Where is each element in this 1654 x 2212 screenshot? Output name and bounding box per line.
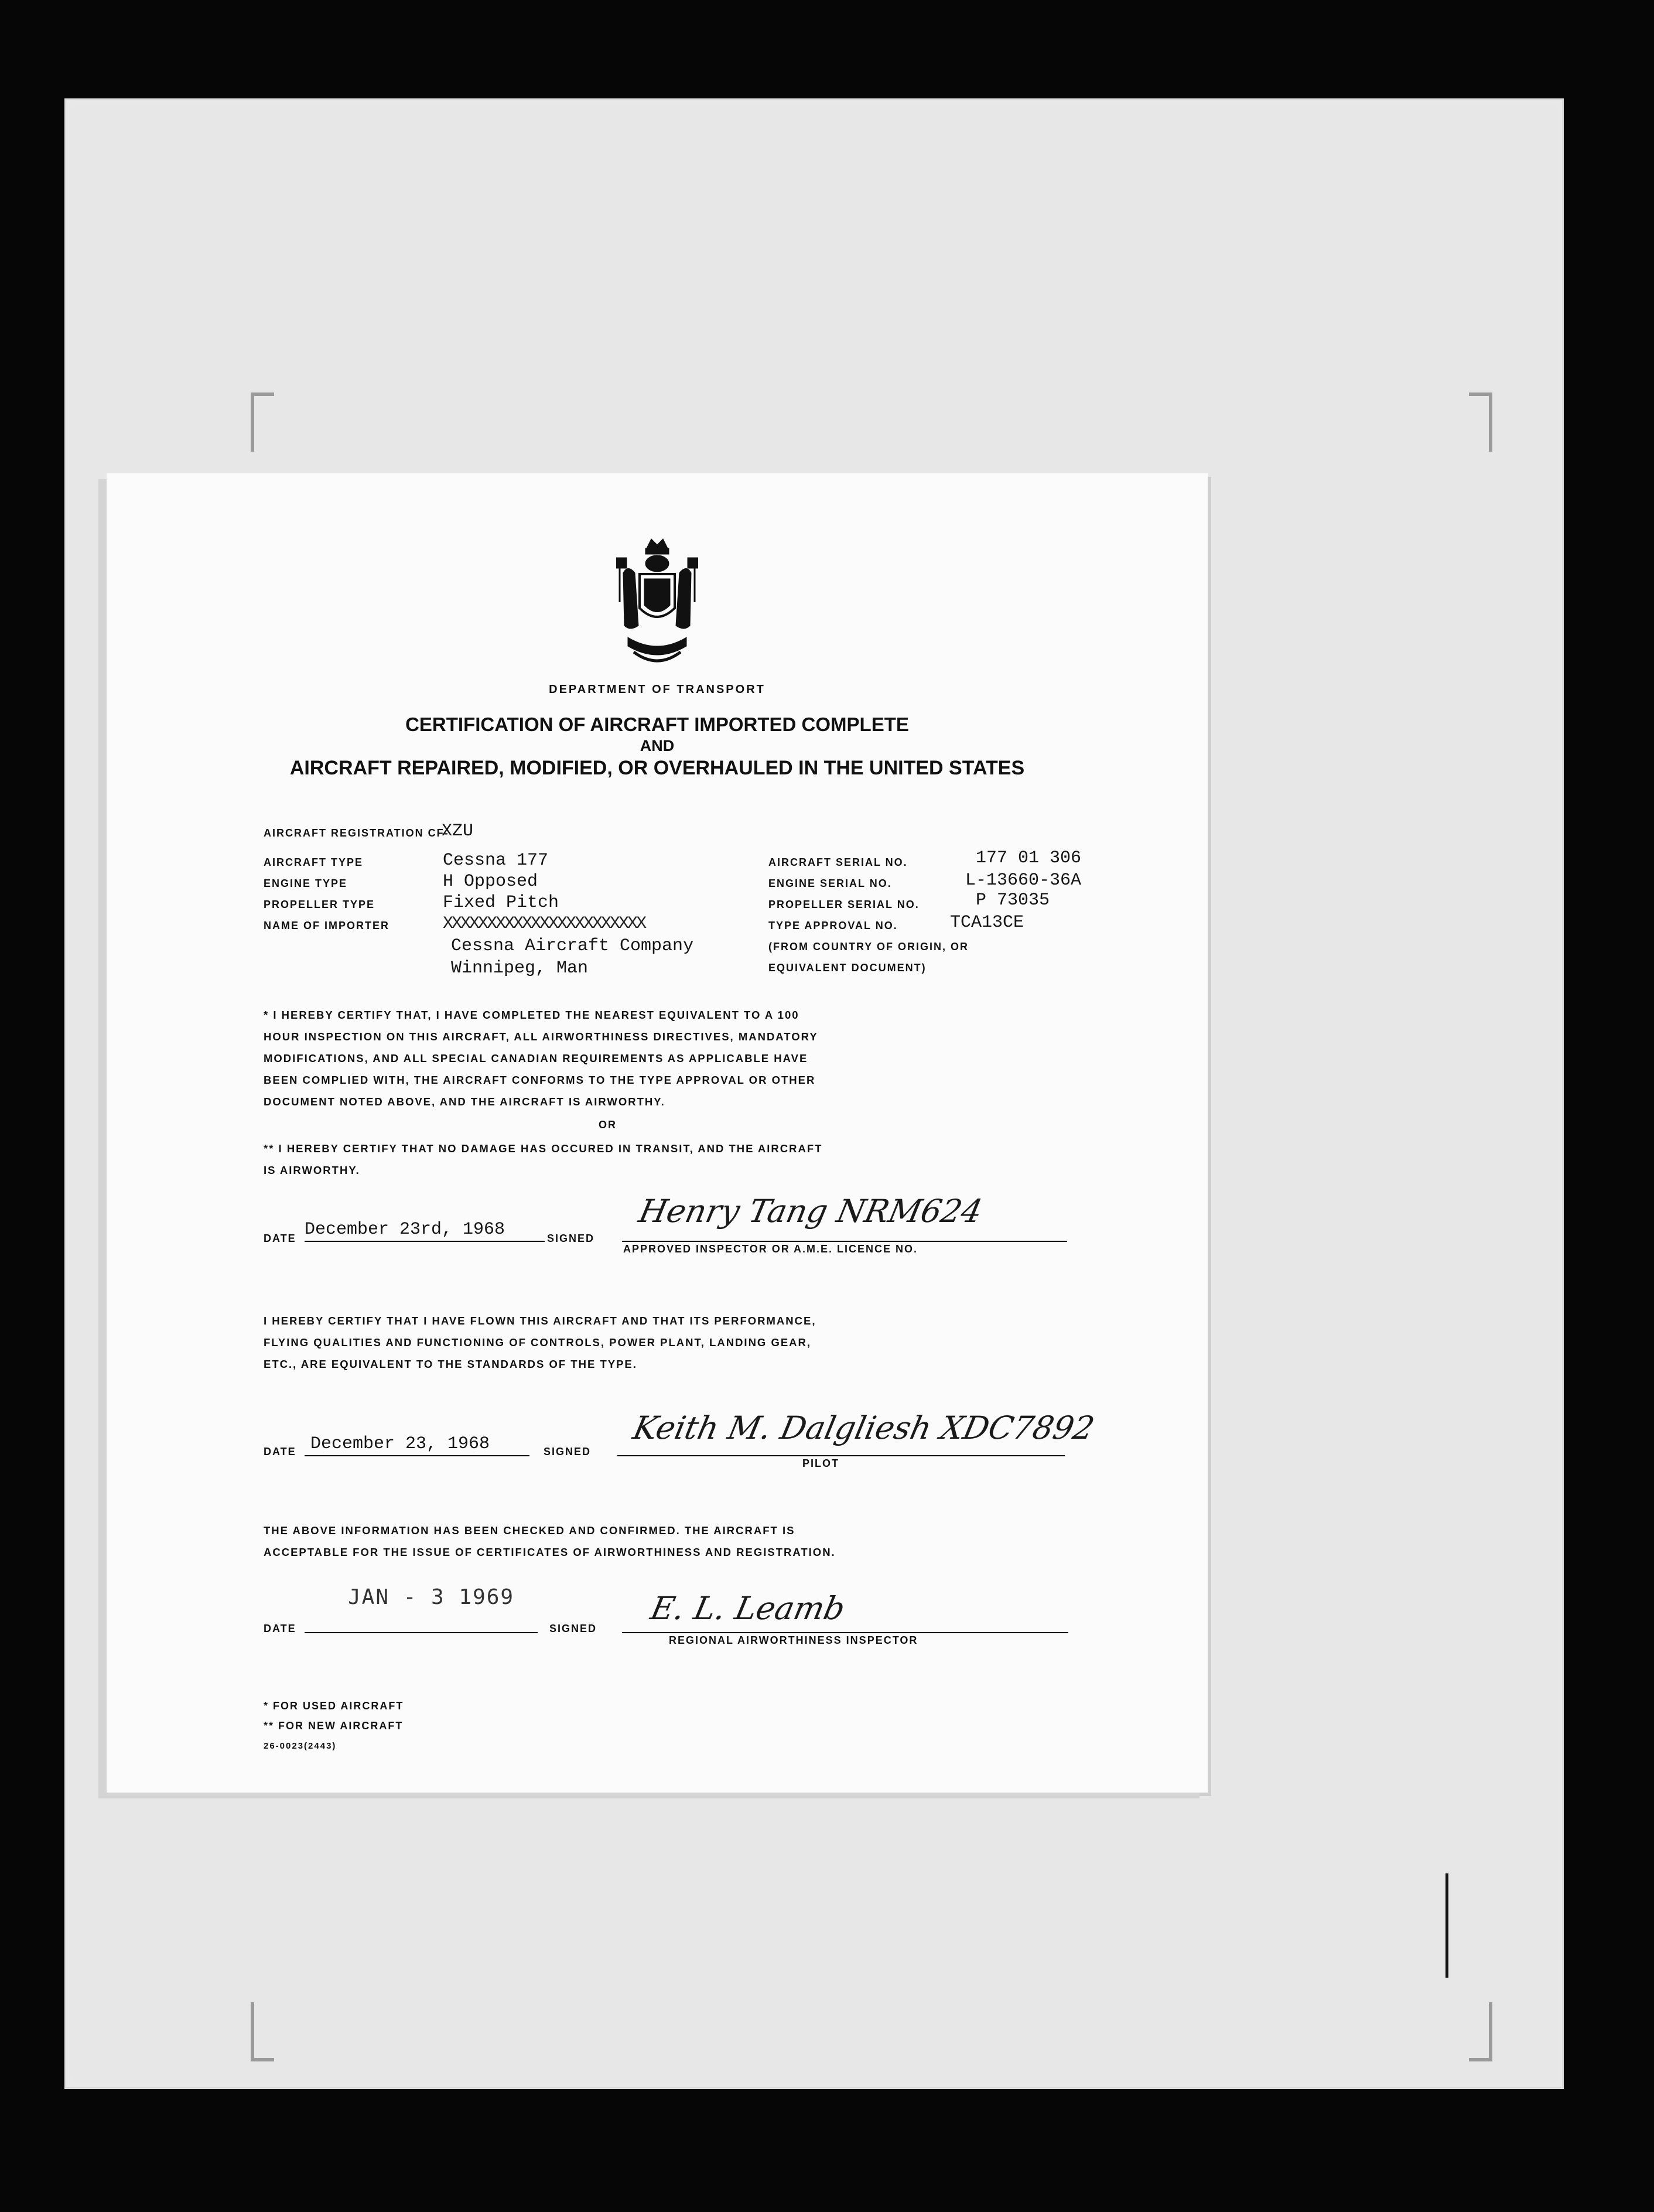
date-value-1: December 23rd, 1968 [305, 1220, 505, 1240]
footnote-new: ** FOR NEW AIRCRAFT [264, 1720, 404, 1732]
pilot-caption: PILOT [802, 1457, 839, 1469]
cert-2-line: IS AIRWORTHY. [264, 1164, 360, 1176]
cert-3-line: I HEREBY CERTIFY THAT I HAVE FLOWN THIS AIRCRAFT AND THAT ITS PERFORMANCE, [264, 1315, 816, 1327]
date-line-3 [305, 1632, 538, 1633]
form-number: 26-0023(2443) [264, 1741, 337, 1751]
certification-regional [264, 1520, 1048, 1563]
crop-mark-bottom-right [1469, 2002, 1492, 2061]
date-value-2: December 23, 1968 [310, 1434, 490, 1454]
cert-4-line: ACCEPTABLE FOR THE ISSUE OF CERTIFICATES OF AIRWORTHINESS AND REGISTRATION. [264, 1546, 836, 1558]
regional-inspector-caption: REGIONAL AIRWORTHINESS INSPECTOR [669, 1634, 918, 1646]
inspector-signature: Henry Tang NRM624 [635, 1193, 986, 1230]
date-line-1 [305, 1241, 545, 1242]
signed-label-2: SIGNED [544, 1446, 592, 1457]
aircraft-type-value: Cessna 177 [443, 851, 549, 871]
footnote-used: * FOR USED AIRCRAFT [264, 1700, 404, 1712]
crop-mark-bottom-left [251, 2002, 274, 2061]
crop-mark-top-right [1469, 392, 1492, 452]
engine-type-label: ENGINE TYPE [264, 878, 348, 889]
importer-line-2: Winnipeg, Man [451, 958, 589, 978]
certification-used-aircraft [264, 1004, 1048, 1112]
type-approval-value: TCA13CE [950, 913, 1024, 933]
cert-1-line: MODIFICATIONS, AND ALL SPECIAL CANADIAN REQUIREMENTS AS APPLICABLE HAVE [264, 1052, 808, 1064]
signature-line-2 [617, 1455, 1065, 1456]
title-line-3: AIRCRAFT REPAIRED, MODIFIED, OR OVERHAULED IN THE UNITED STATES [289, 757, 1025, 779]
certificate-page [107, 473, 1208, 1793]
propeller-type-label: PROPELLER TYPE [264, 899, 375, 910]
cert-1-line: BEEN COMPLIED WITH, THE AIRCRAFT CONFORMS TO THE TYPE APPROVAL OR OTHER [264, 1074, 816, 1086]
title-line-1: CERTIFICATION OF AIRCRAFT IMPORTED COMPLETE [405, 714, 909, 735]
cert-1-line: * I HEREBY CERTIFY THAT, I HAVE COMPLETED THE NEAREST EQUIVALENT TO A 100 [264, 1009, 799, 1021]
or-separator: OR [599, 1119, 617, 1131]
signature-line-3 [622, 1632, 1068, 1633]
signed-label-1: SIGNED [547, 1233, 595, 1244]
propeller-type-value: Fixed Pitch [443, 893, 559, 913]
cert-4-line: THE ABOVE INFORMATION HAS BEEN CHECKED AND CONFIRMED. THE AIRCRAFT IS [264, 1524, 795, 1537]
date-label-1: DATE [264, 1233, 296, 1244]
cert-2-line: ** I HEREBY CERTIFY THAT NO DAMAGE HAS OCCURED IN TRANSIT, AND THE AIRCRAFT [264, 1142, 823, 1155]
regional-inspector-signature: E. L. Leamb [647, 1590, 849, 1627]
type-approval-note-2: EQUIVALENT DOCUMENT) [768, 962, 927, 974]
cert-1-line: DOCUMENT NOTED ABOVE, AND THE AIRCRAFT IS AIRWORTHY. [264, 1095, 665, 1108]
importer-line-1: Cessna Aircraft Company [451, 936, 694, 956]
date-stamp: JAN - 3 1969 [348, 1585, 515, 1609]
registration-label: AIRCRAFT REGISTRATION CF- [264, 827, 449, 839]
pilot-signature: Keith M. Dalgliesh XDC7892 [630, 1409, 1098, 1446]
aircraft-serial-label: AIRCRAFT SERIAL NO. [768, 856, 908, 868]
cert-1-line: HOUR INSPECTION ON THIS AIRCRAFT, ALL AIRWORTHINESS DIRECTIVES, MANDATORY [264, 1030, 818, 1043]
engine-serial-label: ENGINE SERIAL NO. [768, 878, 892, 889]
department-heading: DEPARTMENT OF TRANSPORT [549, 683, 766, 696]
date-label-3: DATE [264, 1623, 296, 1634]
film-scratch-line [1445, 1873, 1448, 1978]
aircraft-type-label: AIRCRAFT TYPE [264, 856, 363, 868]
importer-struck-value: XXXXXXXXXXXXXXXXXXXXXXX [443, 914, 645, 934]
cert-3-line: ETC., ARE EQUIVALENT TO THE STANDARDS OF THE TYPE. [264, 1358, 637, 1370]
engine-serial-value: L-13660-36A [965, 871, 1082, 890]
signature-line-1 [622, 1241, 1067, 1242]
date-line-2 [305, 1455, 529, 1456]
date-label-2: DATE [264, 1446, 296, 1457]
propeller-serial-label: PROPELLER SERIAL NO. [768, 899, 920, 910]
certification-flight [264, 1310, 1048, 1375]
title-line-2: AND [640, 737, 675, 755]
registration-value: XZU [442, 821, 474, 841]
aircraft-serial-value: 177 01 306 [976, 848, 1082, 868]
type-approval-note-1: (FROM COUNTRY OF ORIGIN, OR [768, 941, 969, 953]
certification-new-aircraft [264, 1138, 1048, 1181]
type-approval-label: TYPE APPROVAL NO. [768, 920, 898, 931]
engine-type-value: H Opposed [443, 872, 538, 892]
coat-of-arms-icon [616, 538, 698, 673]
importer-label: NAME OF IMPORTER [264, 920, 389, 931]
cert-3-line: FLYING QUALITIES AND FUNCTIONING OF CONTROLS, POWER PLANT, LANDING GEAR, [264, 1336, 812, 1349]
signed-label-3: SIGNED [549, 1623, 597, 1634]
inspector-caption: APPROVED INSPECTOR OR A.M.E. LICENCE NO. [623, 1243, 918, 1255]
crop-mark-top-left [251, 392, 274, 452]
propeller-serial-value: P 73035 [976, 890, 1050, 910]
